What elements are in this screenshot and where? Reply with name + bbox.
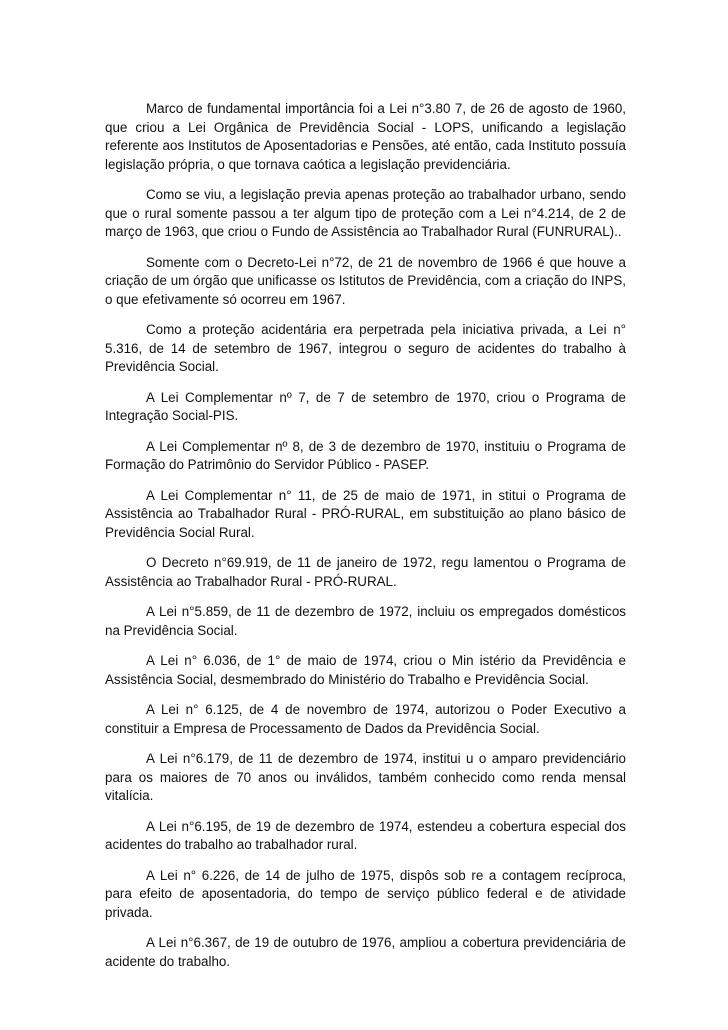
paragraph-pro-rural-decreto: O Decreto n°69.919, de 11 de janeiro de 1972, regu lamentou o Programa de Assistência ao Trabalhador Rural - PRÓ-RURAL. bbox=[105, 555, 626, 589]
paragraph-renda-vitalicia: A Lei n°6.179, de 11 de dezembro de 1974, institui u o amparo previdenciário para os maiores de 70 anos ou inválidos, também conhecido como renda mensal vitalícia. bbox=[105, 751, 626, 803]
paragraph-contagem-reciproca: A Lei n° 6.226, de 14 de julho de 1975, dispôs sob re a contagem recíproca, para efeito de aposentadoria, do tempo de serviço público federal e de atividade privada. bbox=[105, 867, 626, 920]
paragraph-funrural: Como se viu, a legislação previa apenas proteção ao trabalhador urbano, sendo que o rural somente passou a ter algum tipo de proteção com a Lei n°4.214, de 2 de março de 1963, que criou o Fundo de Assistência ao Trabalhador Rural (FUNRURAL).. bbox=[105, 187, 626, 239]
paragraph-inps: Somente com o Decreto-Lei n°72, de 21 de novembro de 1966 é que houve a criação de um órgão que unificasse os Istitutos de Previdência, com a criação do INPS, o que efetivamente só ocorreu em 1967. bbox=[105, 254, 626, 307]
paragraph-mpas: A Lei n° 6.036, de 1° de maio de 1974, criou o Min istério da Previdência e Assistência Social, desmembrado do Ministério do Trabalho e Previdência Social. bbox=[105, 653, 626, 687]
paragraph-pro-rural-lei: A Lei Complementar n° 11, de 25 de maio de 1971, in stitui o Programa de Assistência ao Trabalhador Rural - PRÓ-RURAL, em substituição ao plano básico de Previdência Social Rural. bbox=[105, 487, 626, 540]
paragraph-pasep: A Lei Complementar nº 8, de 3 de dezembro de 1970, instituiu o Programa de Formação do Patrimônio do Servidor Público - PASEP. bbox=[105, 438, 626, 472]
paragraph-pis: A Lei Complementar nº 7, de 7 de setembro de 1970, criou o Programa de Integração Social-PIS. bbox=[105, 389, 626, 423]
document-page bbox=[105, 100, 626, 983]
paragraph-acidentes-1967: Como a proteção acidentária era perpetrada pela iniciativa privada, a Lei n° 5.316, de 14 de setembro de 1967, integrou o seguro de acidentes do trabalho à Previdência Social. bbox=[105, 322, 626, 374]
paragraph-dataprev: A Lei n° 6.125, de 4 de novembro de 1974, autorizou o Poder Executivo a constituir a Empresa de Processamento de Dados da Previdência Social. bbox=[105, 702, 626, 736]
paragraph-acidentes-rural: A Lei n°6.195, de 19 de dezembro de 1974, estendeu a cobertura especial dos acidentes do trabalho ao trabalhador rural. bbox=[105, 818, 626, 852]
paragraph-domesticos: A Lei n°5.859, de 11 de dezembro de 1972, incluiu os empregados domésticos na Previdência Social. bbox=[105, 604, 626, 638]
paragraph-lops: Marco de fundamental importância foi a Lei n°3.80 7, de 26 de agosto de 1960, que criou a Lei Orgânica de Previdência Social - LOPS, unificando a legislação referente aos Institutos de Aposentadorias e Pensões, até então, cada Instituto possuía legislação própria, o que tornava caótica a legislação previdenciária. bbox=[105, 101, 626, 172]
paragraph-acidente-1976: A Lei n°6.367, de 19 de outubro de 1976, ampliou a cobertura previdenciária de acidente do trabalho. bbox=[105, 935, 626, 969]
